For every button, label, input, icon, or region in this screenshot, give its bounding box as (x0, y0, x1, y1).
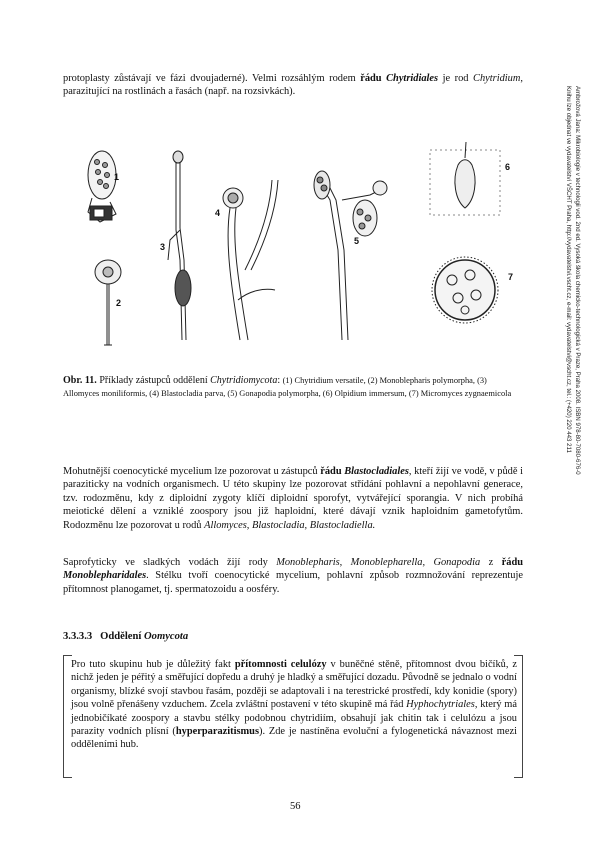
figure-label-7: 7 (508, 272, 514, 282)
para1-order-name: Blastocladiales (344, 466, 409, 477)
box-text-4: ). Zde je nastíněna evoluční a fylogenetická návaznost mezi odděleními hub. (71, 726, 517, 751)
paragraph-monoblepharidales (63, 556, 523, 596)
para1-order-word: řádu (320, 466, 345, 477)
side-citation-line-1: Ambrožová Jana: Mikrobiologie v technologii vod. 2nd ed. Vysoká škola chemicko-technologická v Praze, Praha 2008. ISBN 978-80-7080-676-0 (574, 86, 581, 475)
oomycota-text (71, 658, 517, 752)
intro-paragraph (63, 72, 523, 99)
figure-caption (63, 375, 523, 400)
figure-label-3: 3 (160, 242, 166, 252)
section-heading (63, 631, 188, 642)
caption-separator: : (277, 375, 283, 386)
section-title-text: Oddělení (100, 631, 144, 642)
specimen-6-drawing (430, 142, 500, 215)
para2-text: Saprofyticky ve sladkých vodách žijí rody (63, 557, 277, 568)
section-number: 3.3.3.3 (63, 631, 93, 642)
para2-order-name: Monoblepharidales (63, 570, 147, 582)
box-text-2: v buněčné stěně, přítomnost dvou bičíků, z nichž jeden je péřitý a směřující dopředu a druhý je hladký a směřující dozadu. Původně se jednalo o vodní organismy, blízké svojí stavbou řasám, později se adaptovali i na terestrické prostředí, kdy konidie (spory) jsou volně přenášeny vzduchem. Zcela zvláštní postavení v této skupině má řád (71, 659, 517, 711)
intro-text-2: je rod (438, 73, 474, 84)
paragraph-blastocladiales (63, 465, 523, 532)
specimen-3-drawing (168, 151, 191, 340)
para1-genera: Allomyces, Blastocladia, Blastocladiella. (204, 519, 376, 531)
para2-genera: Monoblepharis, Monoblepharella, Gonapodia (276, 557, 481, 568)
para2-text-3: . Stélku tvoří coenocytické mycelium, pohlavní způsob rozmnožování reprezentuje přítomnost planogamet, tj. spermatozoidu a oosféry. (63, 570, 523, 595)
box-text-1: Pro tuto skupinu hub je důležitý fakt (71, 659, 235, 670)
para1-text-2: , kteří žijí ve vodě, v půdě i paraziticky na vodních organismech. U této skupiny lze pozorovat střídání pohlavní a nepohlavní generace, tzv. rodozměnu, kdy z diploidní zygoty klíčí diploidní sporofyt, vytvářející sporangia. V nich probíhá meiotické dělení a vzniklé zoospory jsou již haploidní, které dávají vznik haploidním gametofytům. Rodozměnu lze pozorovat u rodů (63, 466, 523, 531)
intro-order-word: řádu (360, 73, 387, 84)
caption-number: Obr. 11. (63, 375, 97, 386)
box-bold-cellulose: přítomnosti celulózy (234, 659, 327, 670)
side-citation-line-2: Knihu lze objednat ve vydavatelství VŠCHT Praha, http://vydavatelstvi.vscht.cz, e-mail: vydavatelstvi@vscht.cz, tel.: (+420) 220 443 211 (565, 86, 572, 453)
figure-label-1: 1 (114, 172, 120, 182)
page-number: 56 (290, 801, 301, 812)
intro-order-name: Chytridiales (386, 73, 439, 84)
para2-order-word: řádu (501, 557, 524, 568)
figure-illustration (80, 140, 520, 365)
specimen-7-drawing (432, 257, 498, 323)
intro-text-3: , parazitující na rostlinách a řasách (např. na rozsivkách). (63, 73, 523, 98)
caption-text: Příklady zástupců oddělení (96, 375, 211, 386)
box-text-3: , který má jednobičíkaté zoospory a stavbu stélky podobnou chytridiím, obsahují jak chitin tak i celulózu a jsou parazity vodních plísní ( (71, 699, 517, 738)
oomycota-box (63, 655, 523, 778)
side-citation (556, 86, 582, 606)
para1-text: Mohutnější coenocytické mycelium lze pozorovat u zástupců (63, 466, 321, 477)
specimen-4-drawing (223, 180, 278, 340)
intro-genus: Chytridium (473, 73, 521, 84)
para2-text-2: z (480, 557, 502, 568)
box-bold-hyperparasitism: hyperparazitismus (175, 726, 260, 738)
caption-items: (1) Chytridium versatile, (2) Monoblepharis polymorpha, (3) Allomyces moniliformis, (4) Blastocladia parva, (5) Gonapodia polymorpha, (6) Olpidium immersum, (7) Micromyces zygnaemicola (63, 376, 512, 398)
box-order-name: Hyphochytriales (406, 699, 475, 711)
specimen-1-drawing (88, 151, 116, 222)
figure-label-5: 5 (354, 236, 360, 246)
figure-label-2: 2 (116, 298, 122, 308)
specimen-5-drawing (314, 171, 387, 340)
intro-text: protoplasty zůstávají ve fázi dvoujaderné). Velmi rozsáhlým rodem (63, 73, 361, 84)
section-title-taxon: Oomycota (144, 631, 189, 642)
figure-label-6: 6 (505, 162, 511, 172)
figure-label-4: 4 (215, 208, 221, 218)
caption-taxon: Chytridiomycota (210, 375, 278, 386)
